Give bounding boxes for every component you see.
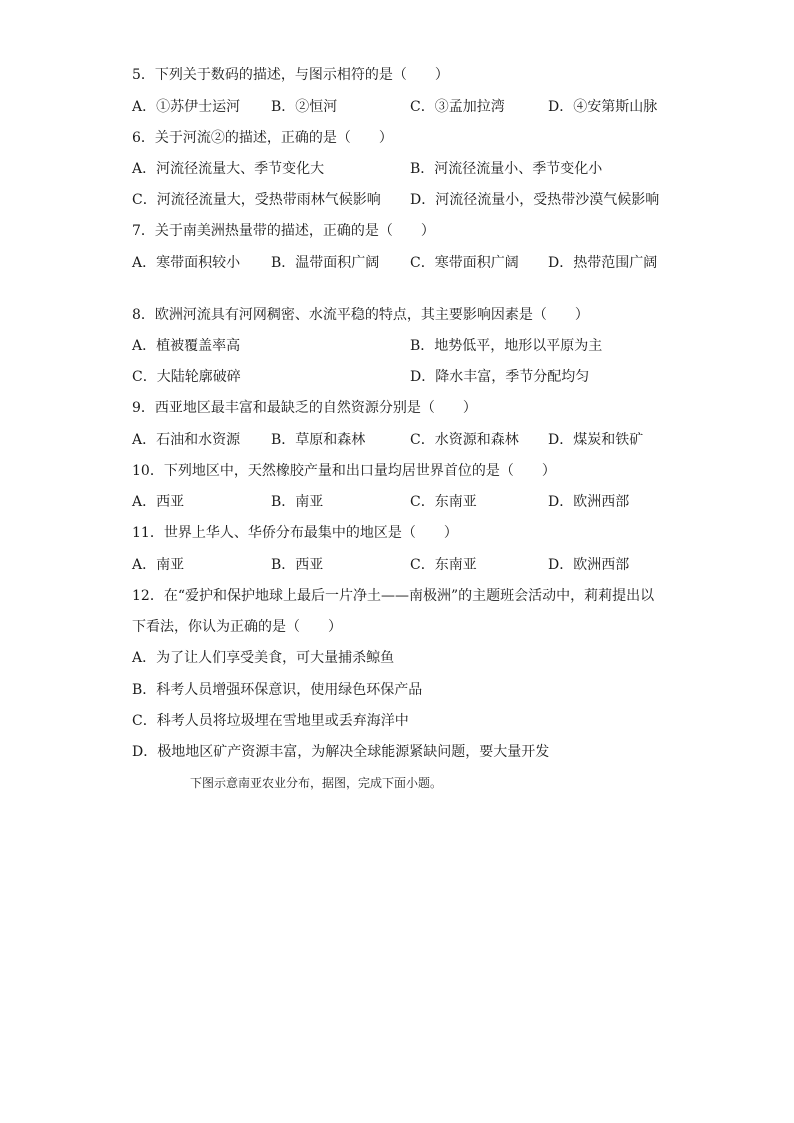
option-d: D．煤炭和铁矿	[548, 432, 644, 448]
question-12-stem-line2: 下看法，你认为正确的是（ ）	[132, 619, 342, 635]
option-d: D．欧洲西部	[548, 494, 630, 510]
option-b: B．南亚	[271, 494, 324, 510]
option-c: C．③孟加拉湾	[410, 99, 505, 115]
option-c: C．东南亚	[410, 557, 477, 573]
question-8-stem: 8．欧洲河流具有河网稠密、水流平稳的特点，其主要影响因素是（ ）	[132, 307, 589, 323]
question-6-stem: 6．关于河流②的描述，正确的是（ ）	[132, 130, 393, 146]
option-b: B．地势低平，地形以平原为主	[410, 338, 603, 354]
option-a: A．西亚	[132, 494, 185, 510]
option-d: D．热带范围广阔	[548, 255, 658, 271]
option-c: C．水资源和森林	[410, 432, 519, 448]
option-c: C．寒带面积广阔	[410, 255, 519, 271]
option-c: C．东南亚	[410, 494, 477, 510]
option-a: A．河流径流量大、季节变化大	[132, 161, 325, 177]
option-a: A．植被覆盖率高	[132, 338, 241, 354]
option-d: D．欧洲西部	[548, 557, 630, 573]
option-a: A．为了让人们享受美食，可大量捕杀鲸鱼	[132, 650, 395, 666]
figure-caption: 下图示意南亚农业分布，据图，完成下面小题。	[190, 776, 443, 790]
option-b: B．河流径流量小、季节变化小	[410, 161, 603, 177]
option-b: B．西亚	[271, 557, 324, 573]
option-b: B．温带面积广阔	[271, 255, 380, 271]
option-d: D．河流径流量小，受热带沙漠气候影响	[410, 192, 660, 208]
option-a: A．南亚	[132, 557, 185, 573]
option-d: D．极地地区矿产资源丰富，为解决全球能源紧缺问题，要大量开发	[132, 744, 550, 760]
question-7-stem: 7．关于南美洲热量带的描述，正确的是（ ）	[132, 223, 435, 239]
option-d: D．降水丰富，季节分配均匀	[410, 369, 590, 385]
option-b: B．②恒河	[271, 99, 338, 115]
question-12-stem-line1: 12．在“爱护和保护地球上最后一片净土——南极洲”的主题班会活动中，莉莉提出以	[132, 588, 655, 604]
option-a: A．①苏伊士运河	[132, 99, 241, 115]
option-d: D．④安第斯山脉	[548, 99, 658, 115]
question-5-stem: 5．下列关于数码的描述，与图示相符的是（ ）	[132, 67, 449, 83]
option-c: C．河流径流量大，受热带雨林气候影响	[132, 192, 381, 208]
option-a: A．石油和水资源	[132, 432, 241, 448]
option-c: C．大陆轮廓破碎	[132, 369, 241, 385]
option-b: B．科考人员增强环保意识，使用绿色环保产品	[132, 682, 423, 698]
option-a: A．寒带面积较小	[132, 255, 241, 271]
question-11-stem: 11．世界上华人、华侨分布最集中的地区是（ ）	[132, 525, 458, 541]
option-c: C．科考人员将垃圾埋在雪地里或丢弃海洋中	[132, 713, 409, 729]
question-9-stem: 9．西亚地区最丰富和最缺乏的自然资源分别是（ ）	[132, 400, 477, 416]
option-b: B．草原和森林	[271, 432, 366, 448]
question-10-stem: 10．下列地区中，天然橡胶产量和出口量均居世界首位的是（ ）	[132, 463, 556, 479]
